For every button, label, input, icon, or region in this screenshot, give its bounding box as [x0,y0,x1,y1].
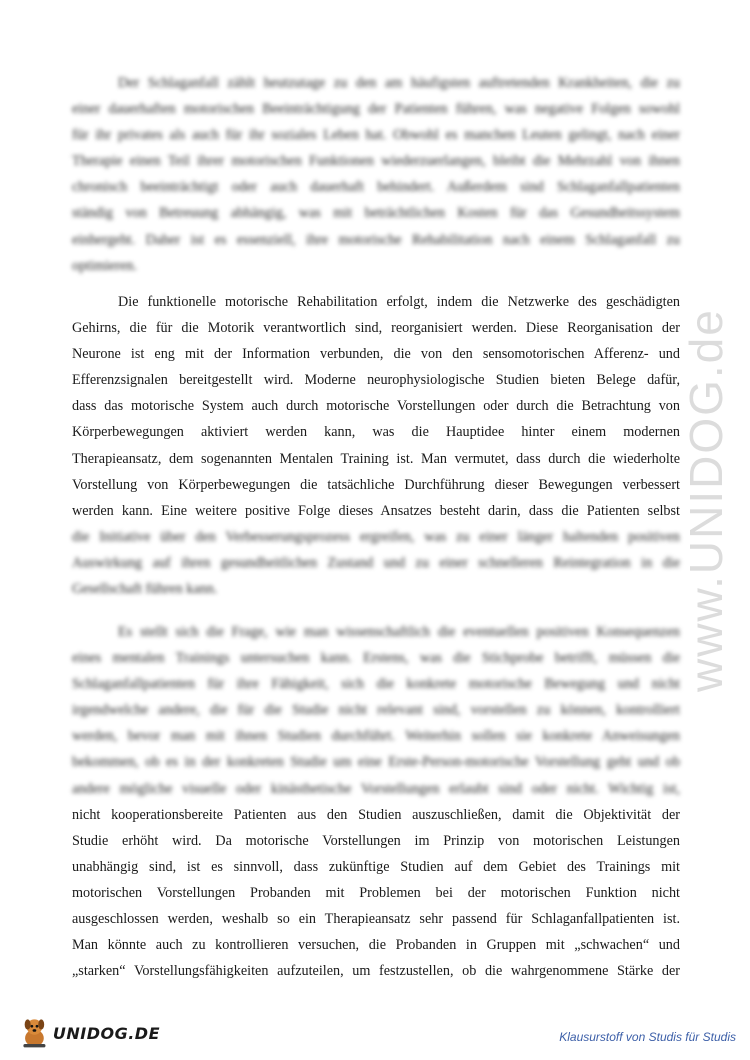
text-line-blurred: eines mentalen Trainings untersuchen kann. Erstens, was die Stichprobe betrifft, müssen die [72,650,680,667]
paragraph-1 [72,70,680,279]
text-line: ständig von Betreuung abhängig, was mit beträchtlichen Kosten für das Gesundheitssystem [72,205,680,222]
unidog-logo[interactable] [20,1010,160,1056]
paragraph-3 [72,619,680,984]
text-line: Efferenzsignalen bereitgestellt wird. Moderne neurophysiologische Studien bieten Belege dafür, [72,372,680,389]
text-line-blurred: Schlaganfallpatienten für ihre Fähigkeit, sich die konkrete motorische Bewegung und nicht [72,676,680,693]
text-line-blurred: bekommen, ob es in der konkreten Studie um eine Erste-Person-motorische Vorstellung geht und ob [72,754,680,771]
text-line: Neurone ist eng mit der Information verbunden, die von den sensomotorischen Afferenz- und [72,346,680,363]
dog-mascot-icon [20,1013,49,1053]
text-line: Gehirns, die für die Motorik verantwortlich sind, reorganisiert werden. Diese Reorganisation der [72,320,680,337]
text-line: Der Schlaganfall zählt heutzutage zu den am häufigsten auftretenden Krankheiten, die zu [118,75,680,91]
text-line: einhergeht. Daher ist es essenziell, ihre motorische Rehabilitation nach einem Schlaganfall zu [72,231,680,248]
footer-tagline: Klausurstoff von Studis für Studis [559,1030,736,1044]
watermark: www.UNIDOG.de [680,308,732,692]
text-line: Studie erhöht wird. Da motorische Vorstellungen im Prinzip von motorischen Leistungen [72,832,680,849]
text-line: dass das motorische System auch durch motorische Vorstellungen oder durch die Betrachtung von [72,398,680,415]
text-line-blurred: andere mögliche visuelle oder kinästhetische Vorstellungen erlaubt sind oder nicht. Wichtig ist, [72,780,680,797]
text-line: Therapieansatz, dem sogenannten Mentalen Training ist. Man vermutet, dass durch die wiederholte [72,450,680,467]
text-line-blurred: irgendwelche andere, die für die Studie nicht relevant sind, vorstellen zu können, kontrolliert [72,702,680,719]
text-line: chronisch beeinträchtigt oder auch dauerhaft behindert. Außerdem sind Schlaganfallpatienten [72,179,680,196]
text-line-blurred: Gesellschaft führen kann. [72,581,218,598]
text-line-blurred: Es stellt sich die Frage, wie man wissenschaftlich die eventuellen positiven Konsequenzen [118,624,680,640]
text-line: Körperbewegungen aktiviert werden kann, was die Hauptidee hinter einem modernen [72,424,680,441]
text-line: optimieren. [72,257,138,274]
text-line-blurred: Auswirkung auf ihren gesundheitlichen Zustand und zu einer schnelleren Reintegration in die [72,554,680,571]
text-line: Vorstellung von Körperbewegungen die tatsächliche Durchführung dieser Bewegungen verbessert [72,476,680,493]
text-line: „starken“ Vorstellungsfähigkeiten aufzuteilen, um festzustellen, ob die wahrgenommene Stärke der [72,963,680,980]
text-line: Man könnte auch zu kontrollieren versuchen, die Probanden in Gruppen mit „schwachen“ und [72,937,680,954]
paragraph-2 [72,289,680,602]
text-line: motorischen Vorstellungen Probanden mit Problemen bei der motorischen Funktion nicht [72,884,680,901]
text-line-blurred: werden, bevor man mit ihnen Studien durchführt. Weiterhin sollen sie konkrete Anweisungen [72,728,680,745]
text-line-blurred: die Initiative über den Verbesserungsprozess ergreifen, was zu einer länger haltenden positiven [72,528,680,545]
text-line: für ihr privates als auch für ihr soziales Leben hat. Obwohl es manchen Leuten gelingt, nach einer [72,127,680,144]
text-line: unabhängig sind, ist es sinnvoll, dass zukünftige Studien auf dem Gebiet des Trainings mit [72,858,680,875]
text-line: ausgeschlossen werden, weshalb so ein Therapieansatz sehr passend für Schlaganfallpatienten ist. [72,911,680,928]
logo-text: UNIDOG.DE [52,1023,160,1043]
text-line: werden kann. Eine weitere positive Folge dieses Ansatzes besteht darin, dass die Patienten selbst [72,502,680,519]
text-line: Therapie einen Teil ihrer motorischen Funktionen wiederzuerlangen, bleibt die Mehrzahl von ihnen [72,153,680,170]
text-line: Die funktionelle motorische Rehabilitation erfolgt, indem die Netzwerke des geschädigten [118,294,680,310]
text-line: einer dauerhaften motorischen Beeinträchtigung der Patienten führen, was negative Folgen sowohl [72,101,680,118]
text-line: nicht kooperationsbereite Patienten aus den Studien auszuschließen, damit die Objektivität der [72,806,680,823]
